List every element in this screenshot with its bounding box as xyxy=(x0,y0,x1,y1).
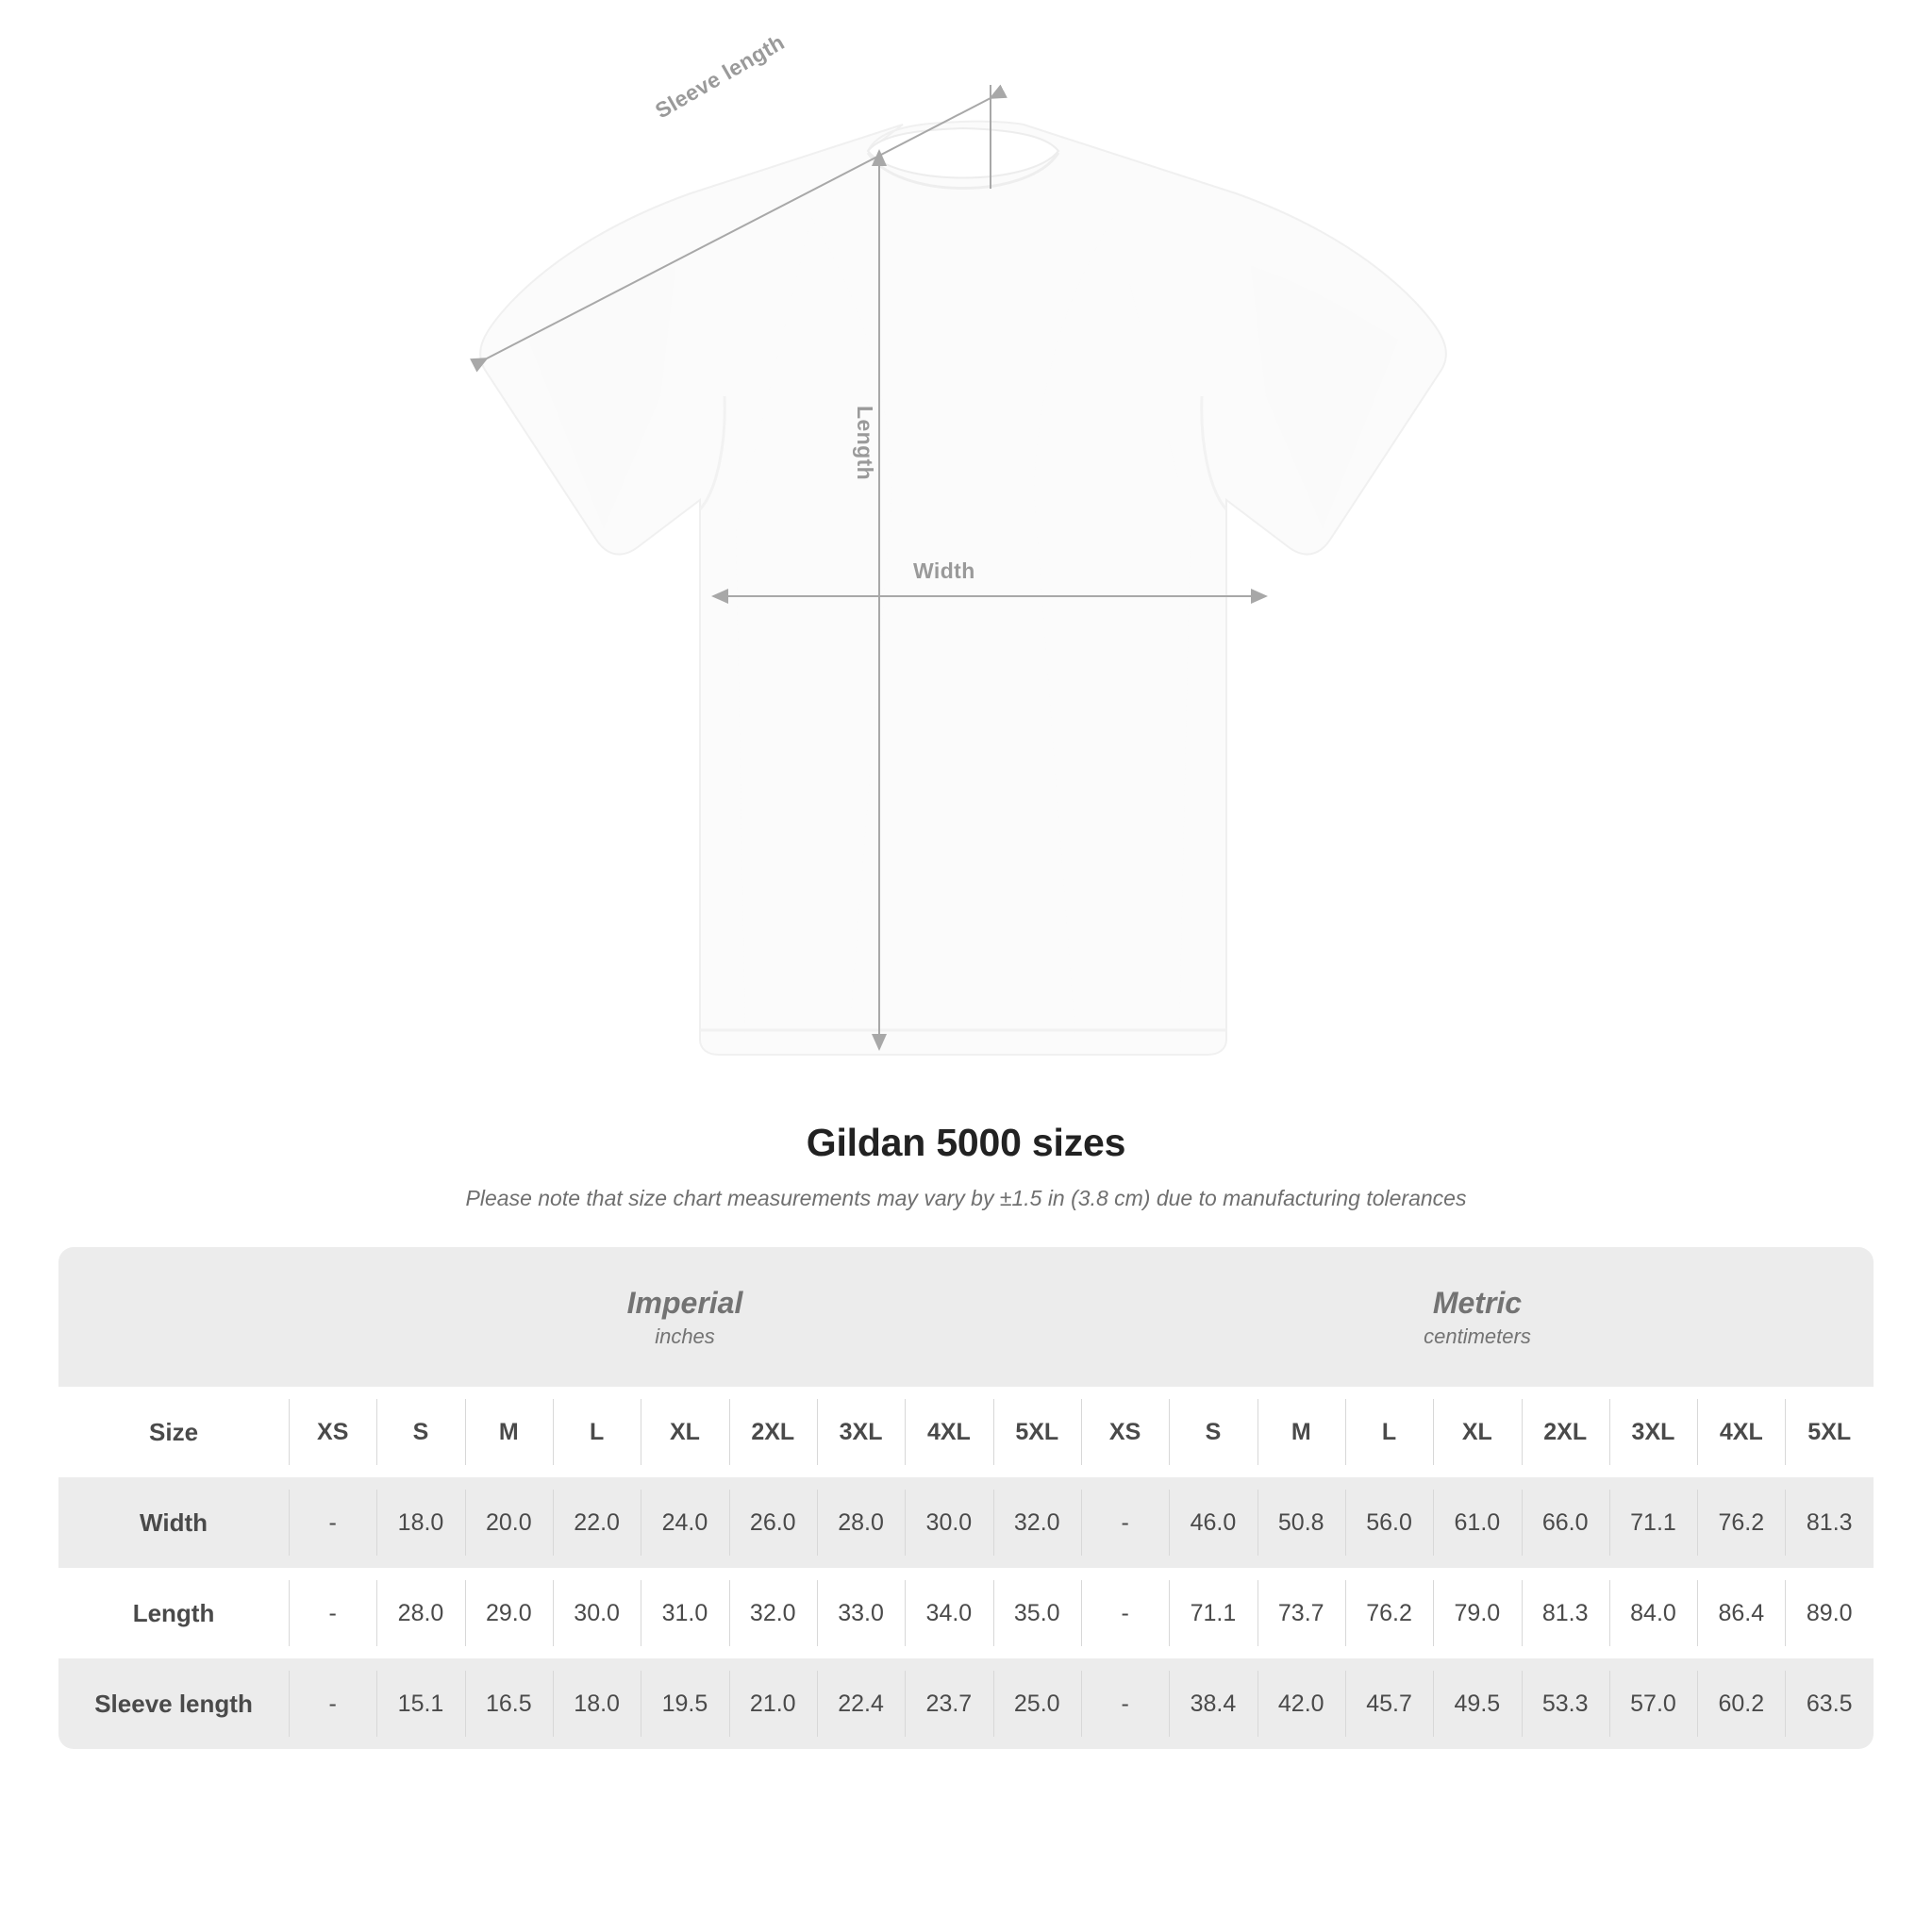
size-header-metric-xl: XL xyxy=(1433,1387,1521,1477)
size-header-row xyxy=(58,1387,1874,1477)
sleeve-metric-s: 38.4 xyxy=(1169,1658,1257,1749)
title-block xyxy=(0,1121,1932,1211)
unit-row-spacer xyxy=(58,1247,289,1387)
unit-header-row xyxy=(58,1247,1874,1387)
length-metric-4xl: 86.4 xyxy=(1697,1568,1785,1658)
length-imperial-l: 30.0 xyxy=(553,1568,641,1658)
sleeve-imperial-s: 15.1 xyxy=(376,1658,464,1749)
length-imperial-m: 29.0 xyxy=(465,1568,553,1658)
sleeve-metric-xl: 49.5 xyxy=(1433,1658,1521,1749)
width-imperial-s: 18.0 xyxy=(376,1477,464,1568)
size-header-imperial-4xl: 4XL xyxy=(905,1387,992,1477)
length-imperial-5xl: 35.0 xyxy=(993,1568,1081,1658)
table-row-width xyxy=(58,1477,1874,1568)
unit-imperial-sub: inches xyxy=(655,1324,715,1349)
sleeve-length-label: Sleeve length xyxy=(651,29,789,124)
tolerance-note: Please note that size chart measurements may vary by ±1.5 in (3.8 cm) due to manufacturing tolerances xyxy=(465,1186,1467,1210)
size-header-imperial-xl: XL xyxy=(641,1387,728,1477)
width-metric-2xl: 66.0 xyxy=(1522,1477,1609,1568)
size-header-metric-xs: XS xyxy=(1081,1387,1169,1477)
width-metric-s: 46.0 xyxy=(1169,1477,1257,1568)
table-row-length xyxy=(58,1568,1874,1658)
length-metric-m: 73.7 xyxy=(1257,1568,1345,1658)
length-metric-2xl: 81.3 xyxy=(1522,1568,1609,1658)
size-header-imperial-l: L xyxy=(553,1387,641,1477)
width-imperial-m: 20.0 xyxy=(465,1477,553,1568)
size-header-imperial-2xl: 2XL xyxy=(729,1387,817,1477)
length-imperial-4xl: 34.0 xyxy=(905,1568,992,1658)
width-metric-5xl: 81.3 xyxy=(1785,1477,1874,1568)
size-table-wrapper xyxy=(58,1247,1874,1749)
sleeve-imperial-2xl: 21.0 xyxy=(729,1658,817,1749)
width-metric-l: 56.0 xyxy=(1345,1477,1433,1568)
length-label: Length xyxy=(853,406,877,481)
size-header-imperial-3xl: 3XL xyxy=(817,1387,905,1477)
page-title: Gildan 5000 sizes xyxy=(806,1121,1126,1164)
sleeve-metric-4xl: 60.2 xyxy=(1697,1658,1785,1749)
size-header-metric-4xl: 4XL xyxy=(1697,1387,1785,1477)
unit-imperial-cell xyxy=(289,1247,1081,1387)
sleeve-imperial-4xl: 23.7 xyxy=(905,1658,992,1749)
size-header-metric-3xl: 3XL xyxy=(1609,1387,1697,1477)
sleeve-metric-l: 45.7 xyxy=(1345,1658,1433,1749)
size-table xyxy=(58,1247,1874,1749)
size-header-metric-m: M xyxy=(1257,1387,1345,1477)
size-header-metric-s: S xyxy=(1169,1387,1257,1477)
sleeve-imperial-5xl: 25.0 xyxy=(993,1658,1081,1749)
width-imperial-4xl: 30.0 xyxy=(905,1477,992,1568)
width-metric-m: 50.8 xyxy=(1257,1477,1345,1568)
length-imperial-3xl: 33.0 xyxy=(817,1568,905,1658)
size-header-imperial-xs: XS xyxy=(289,1387,376,1477)
sleeve-imperial-m: 16.5 xyxy=(465,1658,553,1749)
unit-metric-sub: centimeters xyxy=(1424,1324,1531,1349)
sleeve-imperial-xl: 19.5 xyxy=(641,1658,728,1749)
unit-imperial-name: Imperial xyxy=(626,1285,743,1320)
width-imperial-2xl: 26.0 xyxy=(729,1477,817,1568)
length-imperial-2xl: 32.0 xyxy=(729,1568,817,1658)
length-metric-xl: 79.0 xyxy=(1433,1568,1521,1658)
length-imperial-xl: 31.0 xyxy=(641,1568,728,1658)
length-metric-5xl: 89.0 xyxy=(1785,1568,1874,1658)
sleeve-imperial-xs: - xyxy=(289,1658,376,1749)
length-metric-s: 71.1 xyxy=(1169,1568,1257,1658)
size-header-metric-l: L xyxy=(1345,1387,1433,1477)
unit-metric-name: Metric xyxy=(1432,1285,1523,1320)
size-header-label: Size xyxy=(58,1387,289,1477)
length-imperial-s: 28.0 xyxy=(376,1568,464,1658)
length-metric-xs: - xyxy=(1081,1568,1169,1658)
row-label-width: Width xyxy=(58,1477,289,1568)
sleeve-imperial-l: 18.0 xyxy=(553,1658,641,1749)
width-metric-4xl: 76.2 xyxy=(1697,1477,1785,1568)
sleeve-metric-m: 42.0 xyxy=(1257,1658,1345,1749)
sleeve-metric-5xl: 63.5 xyxy=(1785,1658,1874,1749)
row-label-sleeve-length: Sleeve length xyxy=(58,1658,289,1749)
width-metric-3xl: 71.1 xyxy=(1609,1477,1697,1568)
unit-metric-cell xyxy=(1081,1247,1874,1387)
row-label-length: Length xyxy=(58,1568,289,1658)
size-header-imperial-s: S xyxy=(376,1387,464,1477)
length-imperial-xs: - xyxy=(289,1568,376,1658)
width-imperial-l: 22.0 xyxy=(553,1477,641,1568)
width-imperial-5xl: 32.0 xyxy=(993,1477,1081,1568)
length-metric-3xl: 84.0 xyxy=(1609,1568,1697,1658)
width-imperial-xl: 24.0 xyxy=(641,1477,728,1568)
length-metric-l: 76.2 xyxy=(1345,1568,1433,1658)
tshirt-shape xyxy=(480,122,1446,1055)
width-label: Width xyxy=(913,558,975,583)
sleeve-metric-3xl: 57.0 xyxy=(1609,1658,1697,1749)
width-metric-xs: - xyxy=(1081,1477,1169,1568)
size-header-imperial-5xl: 5XL xyxy=(993,1387,1081,1477)
width-imperial-3xl: 28.0 xyxy=(817,1477,905,1568)
width-metric-xl: 61.0 xyxy=(1433,1477,1521,1568)
table-row-sleeve-length xyxy=(58,1658,1874,1749)
width-imperial-xs: - xyxy=(289,1477,376,1568)
size-header-imperial-m: M xyxy=(465,1387,553,1477)
size-header-metric-2xl: 2XL xyxy=(1522,1387,1609,1477)
sleeve-metric-xs: - xyxy=(1081,1658,1169,1749)
sleeve-metric-2xl: 53.3 xyxy=(1522,1658,1609,1749)
size-header-metric-5xl: 5XL xyxy=(1785,1387,1874,1477)
sleeve-imperial-3xl: 22.4 xyxy=(817,1658,905,1749)
